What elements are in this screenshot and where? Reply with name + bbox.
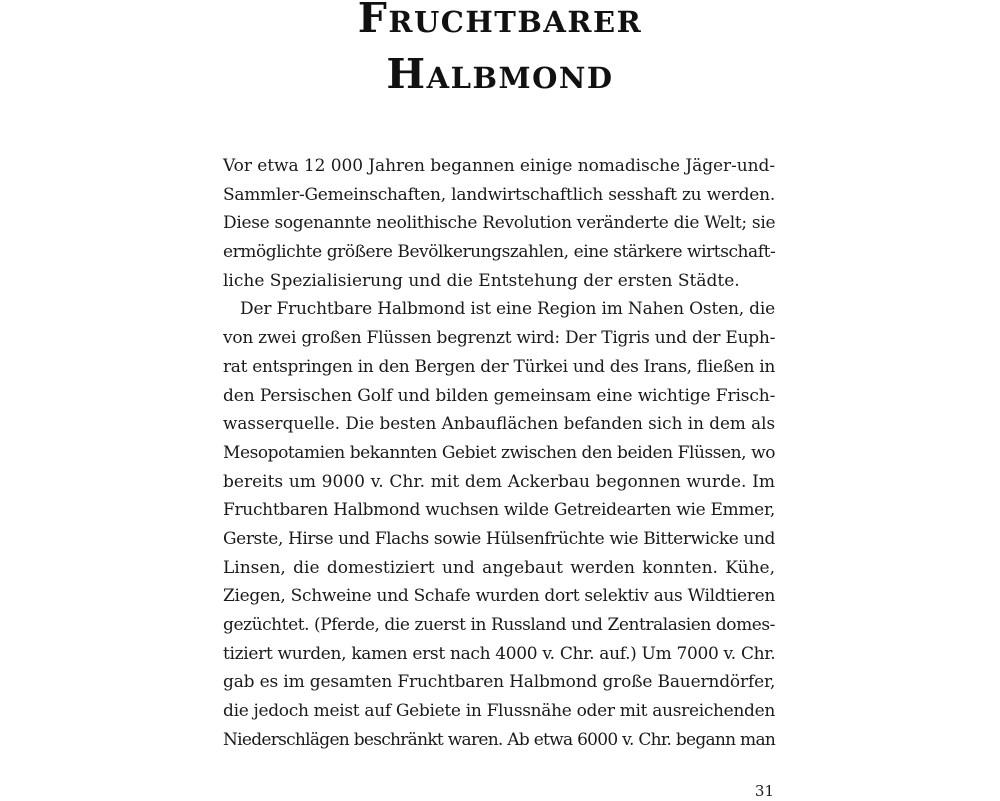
- text-line: Der Fruchtbare Halbmond ist eine Region im Nahen Osten, die: [240, 299, 775, 320]
- chapter-title-line-1: Fruchtbarer: [357, 0, 643, 42]
- text-line: wasserquelle. Die besten Anbauflächen befanden sich in dem als: [223, 414, 776, 435]
- text-line: von zwei großen Flüssen begrenzt wird: Der Tigris und der Euph-: [223, 328, 776, 349]
- text-line: Ziegen, Schweine und Schafe wurden dort selektiv aus Wildtieren: [223, 586, 775, 607]
- text-line: den Persischen Golf und bilden gemeinsam eine wichtige Frisch-: [223, 385, 776, 406]
- text-line: Sammler-Gemeinschaften, landwirtschaftlich sesshaft zu werden.: [223, 184, 775, 205]
- text-line: Niederschlägen beschränkt waren. Ab etwa 6000 v. Chr. begann man: [223, 729, 776, 750]
- text-line: Diese sogenannte neolithische Revolution veränderte die Welt; sie: [223, 213, 776, 234]
- text-line: tiziert wurden, kamen erst nach 4000 v. Chr. auf.) Um 7000 v. Chr.: [223, 643, 776, 664]
- body-text: [223, 152, 775, 754]
- chapter-title-line-2: Halbmond: [386, 50, 614, 98]
- text-line: ermöglichte größere Bevölkerungszahlen, eine stärkere wirtschaft-: [223, 242, 776, 263]
- text-line: Mesopotamien bekannten Gebiet zwischen den beiden Flüssen, wo: [223, 442, 775, 463]
- text-line: rat entspringen in den Bergen der Türkei und des Irans, fließen in: [223, 356, 776, 377]
- text-line: liche Spezialisierung und die Entstehung der ersten Städte.: [223, 270, 740, 291]
- text-line: Vor etwa 12 000 Jahren begannen einige nomadische Jäger-und-: [223, 156, 775, 176]
- text-line: Gerste, Hirse und Flachs sowie Hülsenfrüchte wie Bitterwicke und: [223, 528, 775, 549]
- text-line: gezüchtet. (Pferde, die zuerst in Russland und Zentralasien domes-: [223, 615, 775, 635]
- text-line: Fruchtbaren Halbmond wuchsen wilde Getreidearten wie Emmer,: [223, 500, 775, 521]
- text-line: bereits um 9000 v. Chr. mit dem Ackerbau begonnen wurde. Im: [223, 471, 775, 492]
- text-line: gab es im gesamten Fruchtbaren Halbmond große Bauerndörfer,: [223, 672, 776, 693]
- text-line: die jedoch meist auf Gebiete in Flussnähe oder mit ausreichenden: [223, 701, 775, 722]
- text-line: Linsen, die domestiziert und angebaut werden konnten. Kühe,: [223, 557, 775, 578]
- page-number: 31: [754, 782, 774, 800]
